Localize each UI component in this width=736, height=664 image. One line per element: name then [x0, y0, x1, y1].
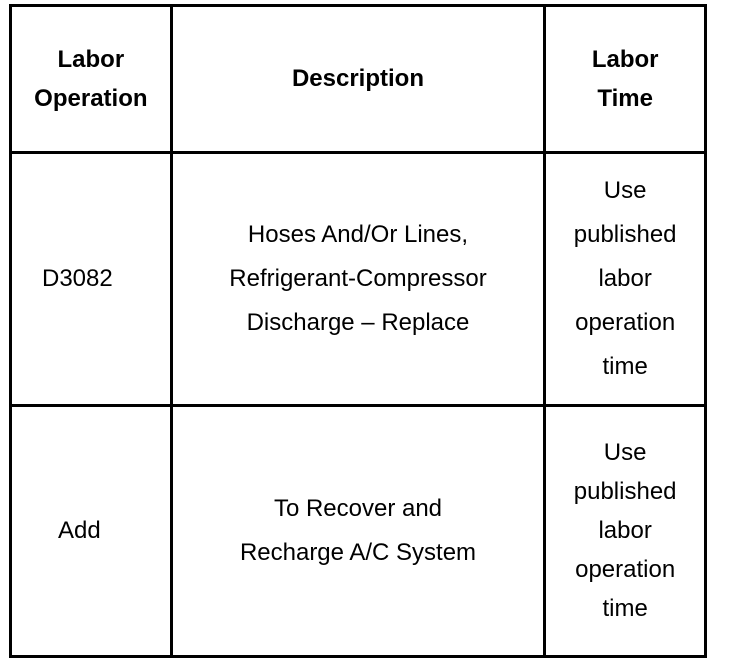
header-text: Operation	[34, 84, 148, 112]
table-row	[11, 152, 706, 405]
table-header-row	[11, 6, 706, 153]
labor-time-cell	[545, 405, 706, 656]
operation-cell	[11, 152, 172, 405]
description-cell	[171, 405, 545, 656]
header-text: Description	[291, 65, 424, 93]
header-labor-operation	[11, 6, 172, 153]
labor-time-line: time	[602, 352, 648, 380]
description-line: To Recover and	[273, 494, 443, 522]
labor-time-line: labor	[598, 517, 652, 545]
header-text: Labor	[57, 45, 125, 73]
labor-time-line: operation	[575, 556, 676, 584]
description-line: Hoses And/Or Lines,	[247, 220, 469, 248]
description-cell	[171, 152, 545, 405]
header-text: Labor	[591, 45, 659, 73]
description-line: Refrigerant-Compressor	[229, 264, 487, 292]
header-text: Time	[597, 84, 653, 112]
table-row	[11, 405, 706, 656]
operation-code: Add	[58, 516, 101, 544]
description-line: Discharge – Replace	[246, 308, 470, 336]
operation-code: D3082	[42, 264, 113, 292]
labor-time-line: Use	[603, 439, 647, 467]
labor-time-line: published	[573, 220, 677, 248]
labor-time-line: operation	[575, 308, 676, 336]
operation-cell	[11, 405, 172, 656]
labor-time-cell	[545, 152, 706, 405]
labor-time-line: labor	[598, 264, 652, 292]
labor-operations-table	[9, 4, 707, 658]
header-labor-time	[545, 6, 706, 153]
description-line: Recharge A/C System	[239, 538, 477, 566]
header-description	[171, 6, 545, 153]
labor-time-line: published	[573, 478, 677, 506]
labor-time-line: Use	[603, 176, 647, 204]
labor-time-line: time	[602, 595, 648, 623]
